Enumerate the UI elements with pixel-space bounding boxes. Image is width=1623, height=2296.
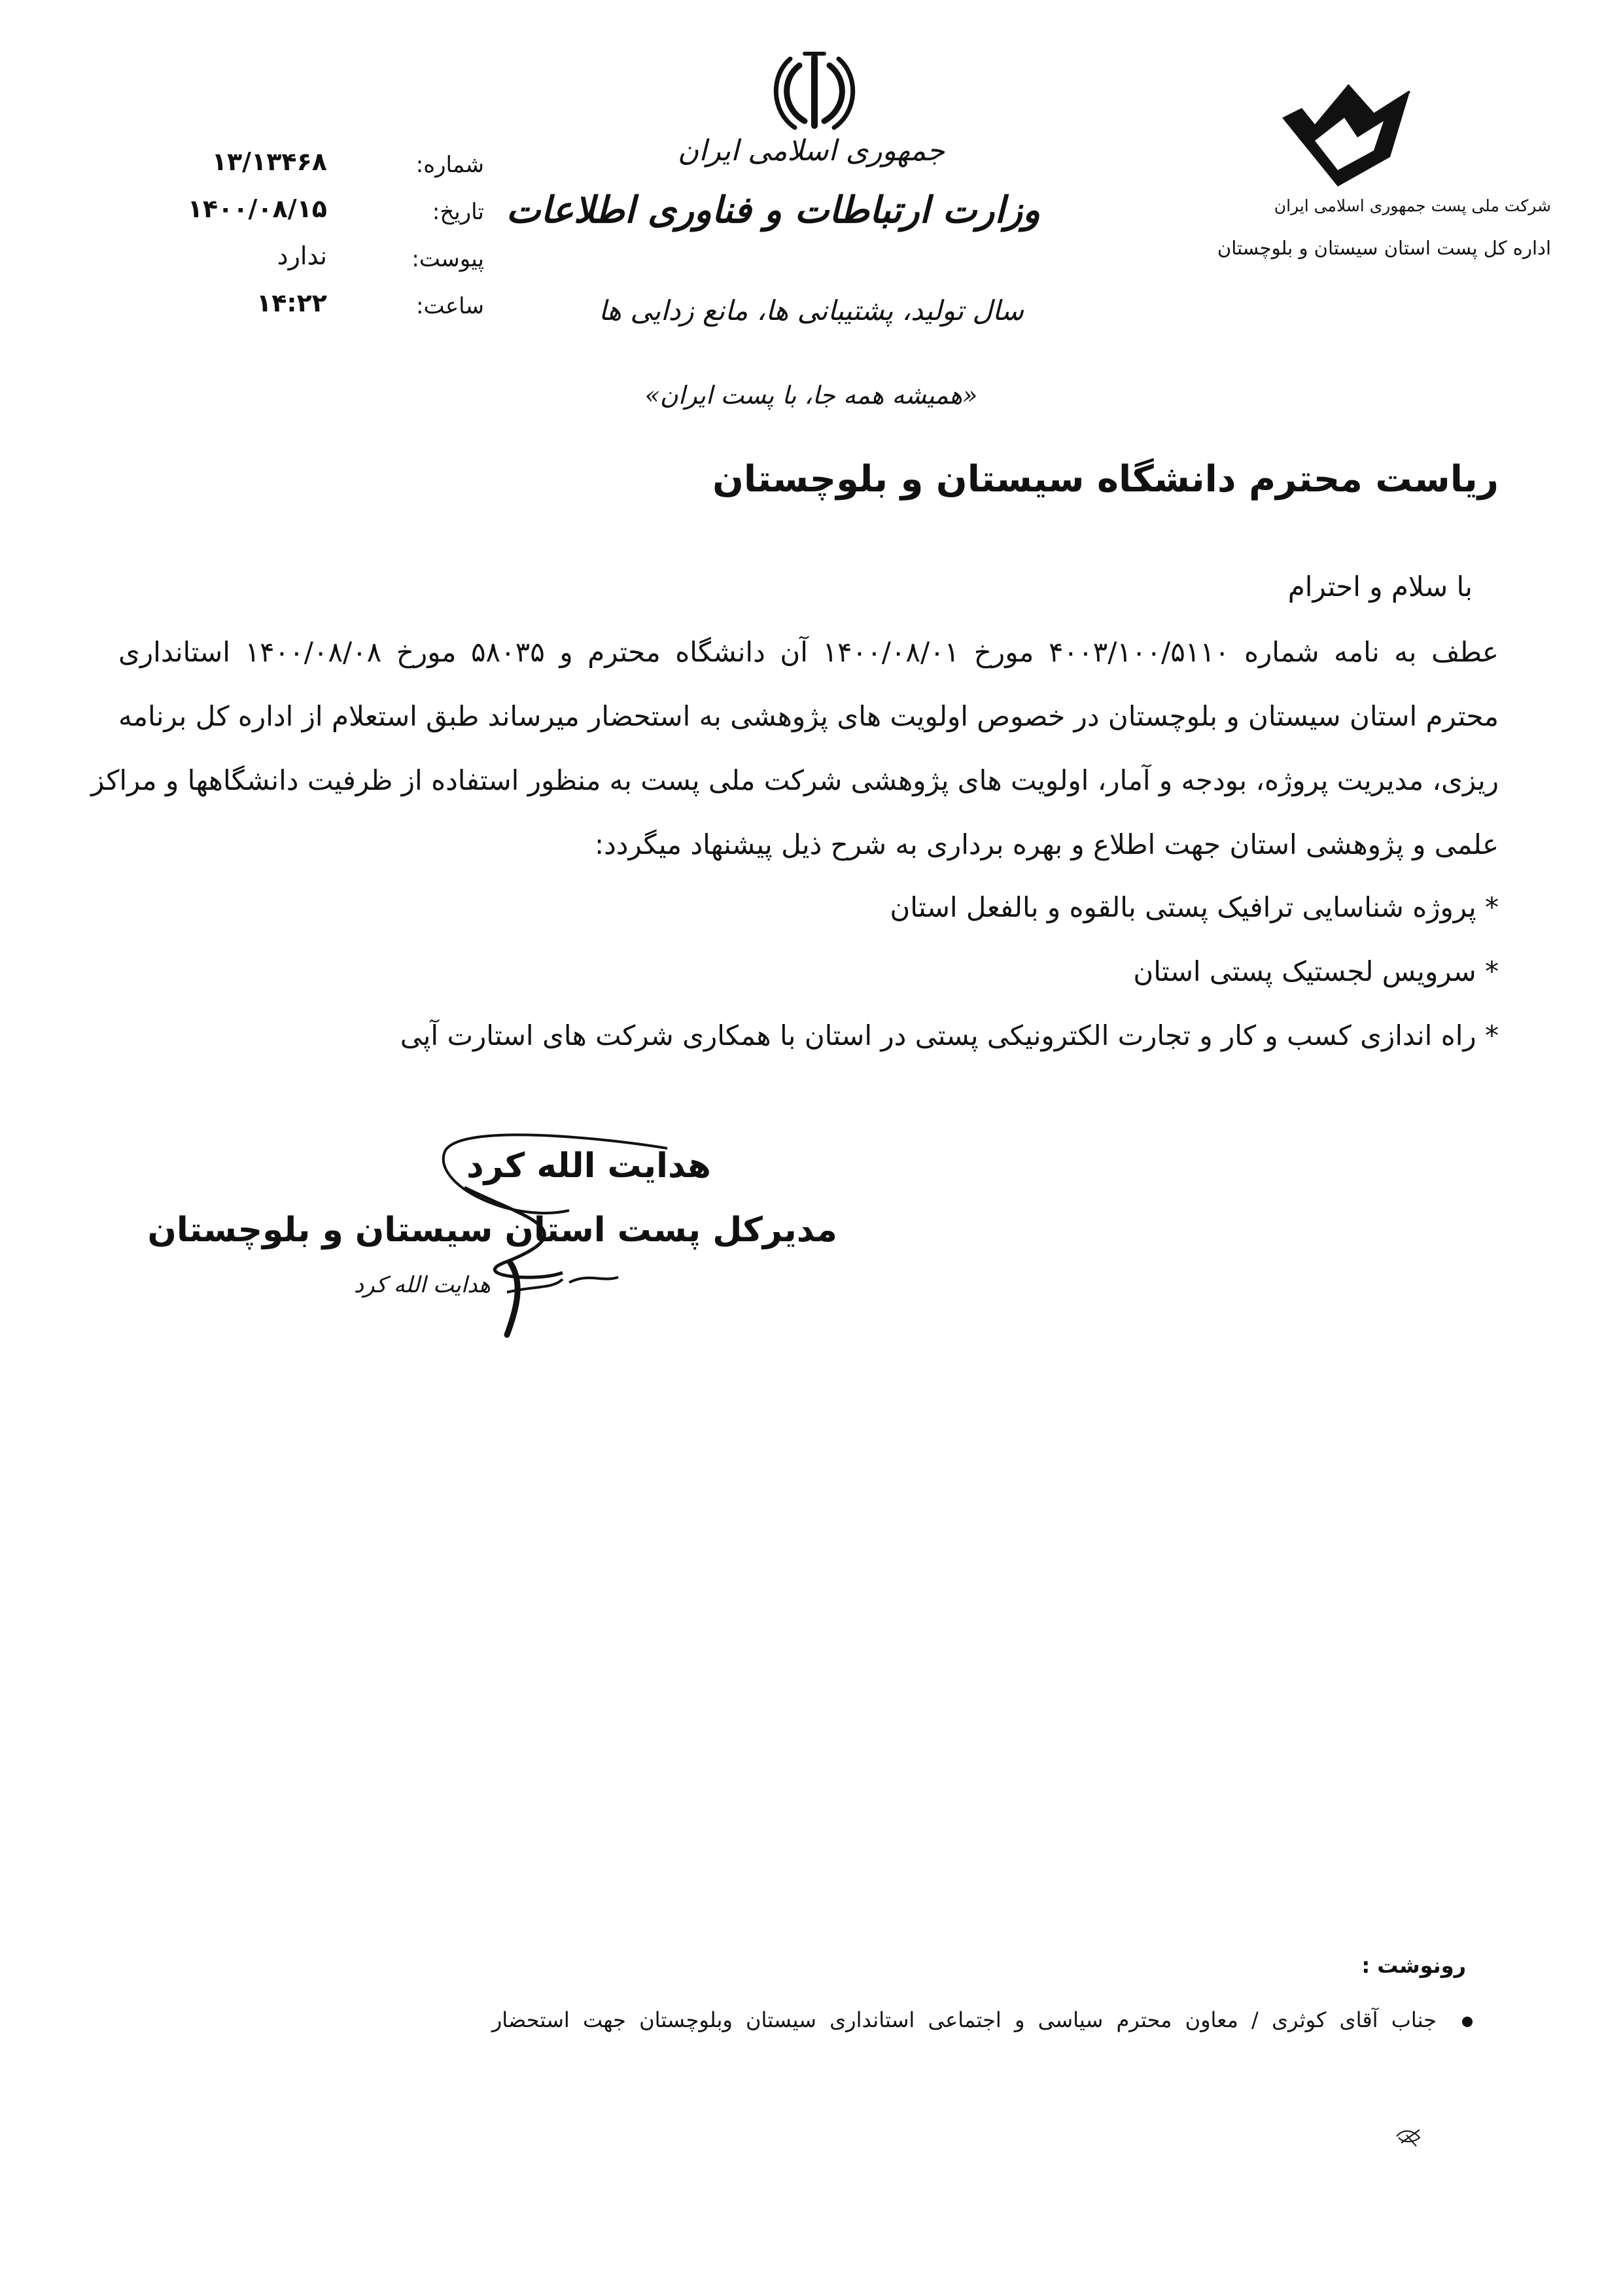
scribble-mark-icon: [1393, 2123, 1426, 2149]
paragraph-line: علمی و پژوهشی استان جهت اطلاع و بهره برداری به شرح ذیل پیشنهاد میگردد:: [594, 828, 1499, 860]
bullet-icon: [1462, 2017, 1473, 2027]
paragraph-line: عطف به نامه شماره ۴۰۰۳/۱۰۰/۵۱۱۰ مورخ ۱۴۰۰/۰۸/۰۱ آن دانشگاه محترم و ۵۸۰۳۵ مورخ ۱۴۰۰/۰۸/۰۸ استانداری: [118, 636, 1499, 668]
attachment-label: پیوست:: [411, 246, 484, 272]
letter-date-label: تاریخ:: [432, 199, 484, 225]
cc-heading: رونوشت :: [1361, 1953, 1466, 1978]
time-value: ۱۴:۲۲: [256, 289, 327, 317]
ministry-title: وزارت ارتباطات و فناوری اطلاعات: [506, 188, 1040, 232]
paragraph-line: محترم استان سیستان و بلوچستان در خصوص اولویت های پژوهشی به استحضار میرساند طبق استعلام از اداره کل برنامه: [118, 700, 1499, 732]
letter-number-value: ۱۳/۱۳۴۶۸: [211, 147, 327, 176]
cc-item: جناب آقای کوثری / معاون محترم سیاسی و اجتماعی استانداری سیستان وبلوچستان جهت استحضار: [491, 2007, 1437, 2032]
attachment-value: ندارد: [277, 241, 327, 270]
office-name: اداره کل پست استان سیستان و بلوچستان: [1217, 237, 1551, 259]
iran-post-logo-icon: [1276, 79, 1420, 203]
letter-date-value: ۱۴۰۰/۰۸/۱۵: [187, 194, 327, 223]
list-item: * سرویس لجستیک پستی استان: [1133, 955, 1499, 987]
handwritten-signature-icon: [353, 1125, 864, 1348]
post-slogan: «همیشه همه جا، با پست ایران»: [644, 381, 978, 410]
recipient-heading: ریاست محترم دانشگاه سیستان و بلوچستان: [712, 458, 1499, 501]
greeting: با سلام و احترام: [1287, 571, 1473, 603]
iran-emblem-icon: [765, 52, 864, 131]
signer-name: هدایت الله کرد: [466, 1146, 712, 1186]
paragraph-line: ریزی، مدیریت پروژه، بودجه و آمار، اولویت های پژوهشی شرکت ملی پست به منظور استفاده از ظرفیت دانشگاهها و مراکز: [91, 764, 1499, 796]
time-label: ساعت:: [416, 293, 484, 319]
letter-number-label: شماره:: [415, 152, 484, 178]
republic-title: جمهوری اسلامی ایران: [677, 134, 945, 168]
company-name: شرکت ملی پست جمهوری اسلامی ایران: [1274, 196, 1551, 215]
signer-title: مدیرکل پست استان سیستان و بلوچستان: [147, 1210, 837, 1250]
list-item: * راه اندازی کسب و کار و تجارت الکترونیکی پستی در استان با همکاری شرکت های استارت آپی: [400, 1019, 1499, 1051]
list-item: * پروژه شناسایی ترافیک پستی بالقوه و بالفعل استان: [890, 891, 1499, 923]
year-slogan: سال تولید، پشتیبانی ها، مانع زدایی ها: [599, 294, 1024, 327]
handwritten-signature-text: هدایت الله کرد: [353, 1272, 491, 1298]
